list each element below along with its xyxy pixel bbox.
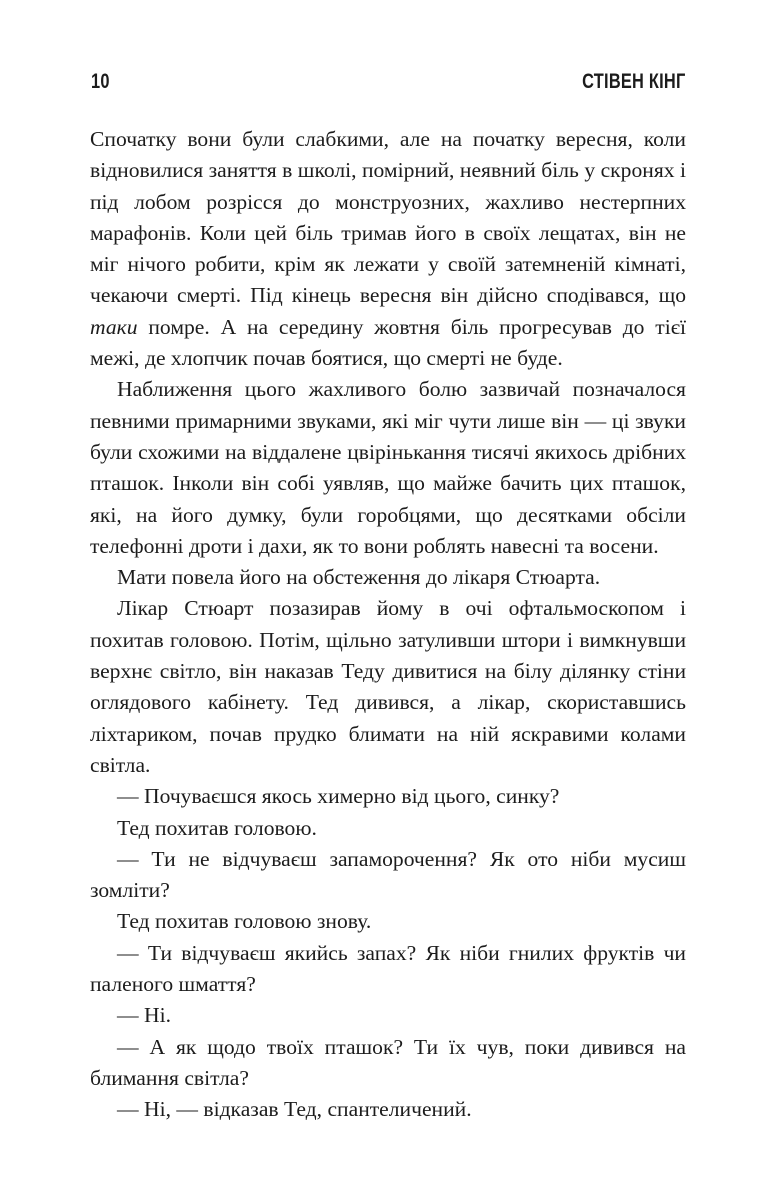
dialogue-line: — А як щодо твоїх пташок? Ти їх чув, поки дивився на блимання світла? <box>90 1034 686 1090</box>
page-number: 10 <box>91 70 110 93</box>
italic-emphasis: таки <box>90 314 138 339</box>
paragraph: Спочатку вони були слабкими, але на початку вересня, коли відновилися заняття в школі, помірний, неявний біль у скронях і під лобом розрісся до монструозних, жахливо нестерпних марафонів. Коли цей біль тримав його в своїх лещатах, він не міг нічого робити, крім як лежати у своїй затемненій кімнаті, чекаючи смерті. Під кінець вересня він дійсно сподівався, що таки помре. А на середину жовтня біль прогресував до тієї межі, де хлопчик почав боятися, що смерті не буде. <box>90 127 686 371</box>
dialogue-line: — Ти не відчуваєш запаморочення? Як ото ніби мусиш зомліти? <box>90 846 686 903</box>
body-text <box>90 124 686 1126</box>
paragraph: Тед похитав головою. <box>117 815 317 840</box>
dialogue-line: — Почуваєшся якось химерно від цього, синку? <box>117 784 560 809</box>
dialogue-line: — Ні. <box>117 1003 171 1028</box>
page-header <box>91 70 685 98</box>
running-head-author: СТІВЕН КІНГ <box>581 70 685 93</box>
dialogue-line: — Ні, — відказав Тед, спантеличений. <box>117 1097 472 1122</box>
paragraph: Мати повела його на обстеження до лікаря Стюарта. <box>117 565 601 590</box>
dialogue-line: — Ти відчуваєш якийсь запах? Як ніби гнилих фруктів чи паленого шмаття? <box>90 940 686 997</box>
paragraph: Наближення цього жахливого болю зазвичай позначалося певними примарними звуками, які міг чути лише він — ці звуки були схожими на віддалене цвірінькання тисячі якихось дрібних пташок. Інколи він собі уявляв, що майже бачить цих пташок, які, на його думку, були горобцями, що десятками обсіли телефонні дроти і дахи, як то вони роблять навесні та восени. <box>90 377 686 558</box>
paragraph: Тед похитав головою знову. <box>117 909 372 934</box>
paragraph: Лікар Стюарт позазирав йому в очі офтальмоскопом і похитав головою. Потім, щільно затуливши штори і вимкнувши верхнє світло, він наказав Теду дивитися на білу ділянку стіни оглядового кабінету. Тед дивився, а лікар, скориставшись ліхтариком, почав прудко блимати на ній яскравими колами світла. <box>90 596 686 777</box>
